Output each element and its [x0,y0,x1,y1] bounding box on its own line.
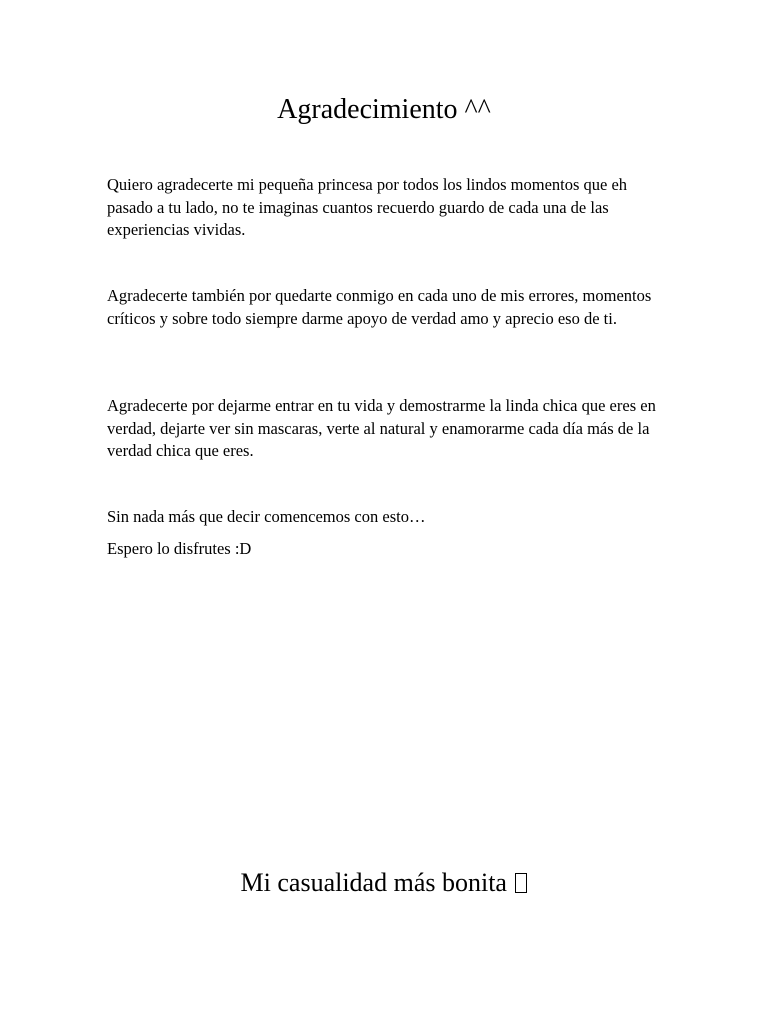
paragraph-gratitude-support: Agradecerte también por quedarte conmigo en cada uno de mis errores, momentos críticos y sobre todo siempre darme apoyo de verdad amo y aprecio eso de ti. [107,286,652,328]
paragraph-enjoy: Espero lo disfrutes :D [107,539,252,558]
paragraph-gratitude-life: Agradecerte por dejarme entrar en tu vida y demostrarme la linda chica que eres en verdad, dejarte ver sin mascaras, verte al natural y enamorarme cada día más de la verdad chica que eres. [107,396,656,460]
footer-title [0,866,768,900]
missing-glyph-box-icon [515,873,527,893]
document-title: Agradecimiento ^^ [277,94,491,125]
footer-title-text: Mi casualidad más bonita [240,868,507,897]
paragraph-closing: Sin nada más que decir comencemos con esto… [107,507,426,526]
paragraph-gratitude-moments: Quiero agradecerte mi pequeña princesa por todos los lindos momentos que eh pasado a tu lado, no te imaginas cuantos recuerdo guardo de cada una de las experiencias vividas. [107,175,628,239]
